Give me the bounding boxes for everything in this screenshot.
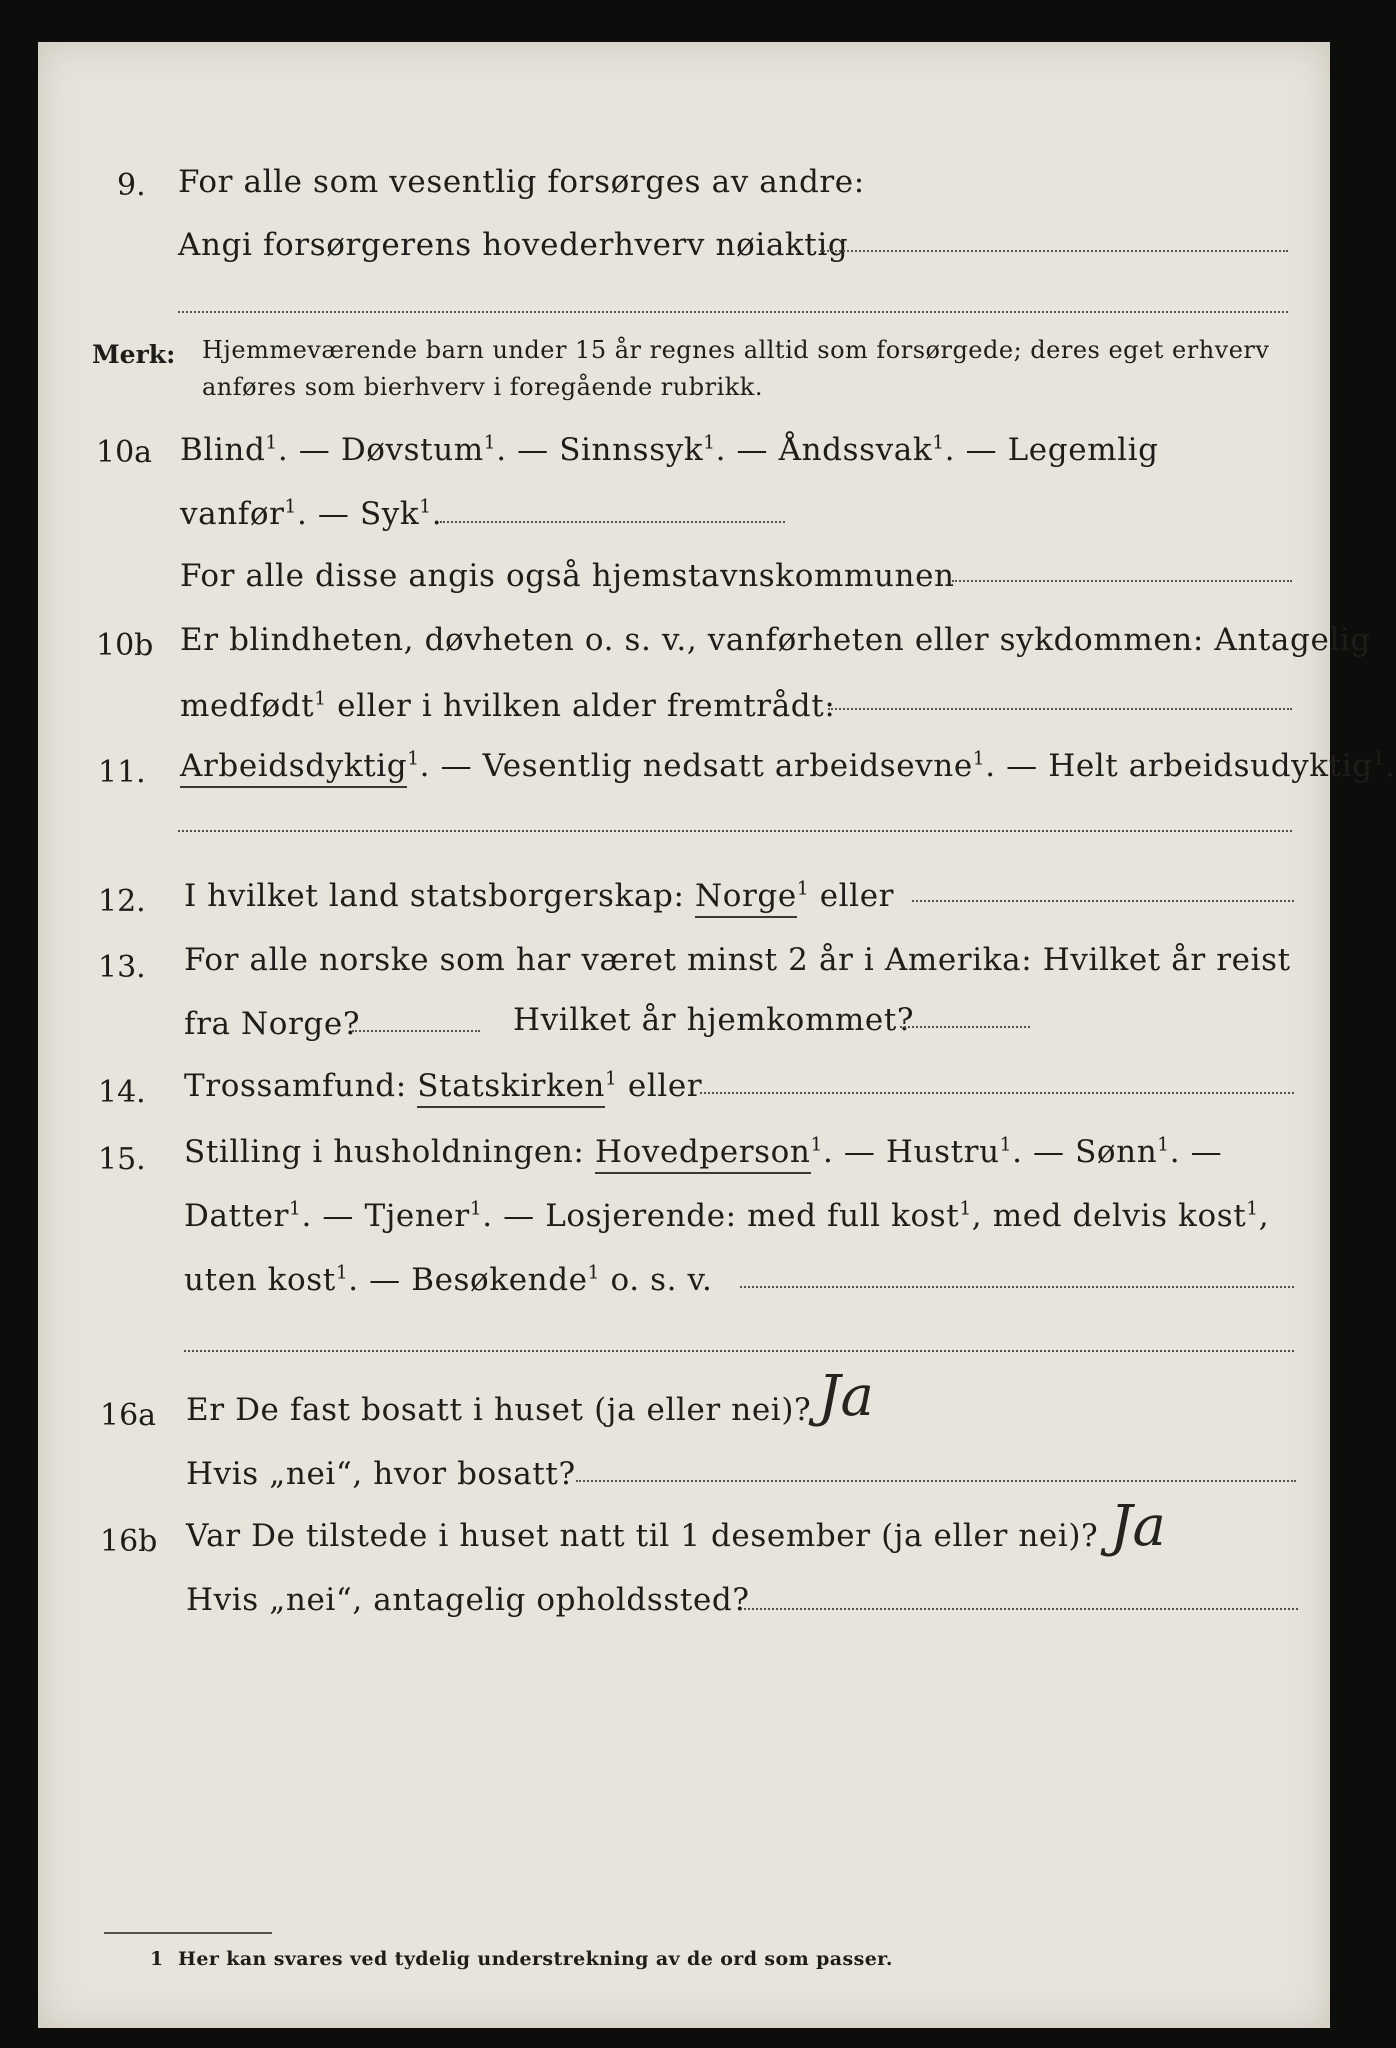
- q11-line: Arbeidsdyktig$^1$. — Vesentlig nedsatt arbeidsevne$^1$. — Helt arbeidsudyktig$^1$.: [180, 748, 1396, 784]
- q15-line2: Datter$^1$. — Tjener$^1$. — Losjerende: med full kost$^1$, med delvis kost$^1$,: [184, 1198, 1270, 1234]
- option-uten-kost[interactable]: uten kost: [184, 1262, 336, 1298]
- q10b-answer-line[interactable]: [828, 708, 1292, 710]
- option-vesentlig[interactable]: Vesentlig nedsatt arbeidsevne: [482, 748, 973, 784]
- q15-line3: uten kost$^1$. — Besøkende$^1$ o. s. v.: [184, 1262, 713, 1298]
- q12-line: I hvilket land statsborgerskap: Norge$^1$ eller: [184, 878, 894, 914]
- q14-answer-line[interactable]: [700, 1092, 1294, 1094]
- option-legemlig[interactable]: Legemlig: [1007, 432, 1159, 468]
- option-dovstum[interactable]: Døvstum: [340, 432, 484, 468]
- footnote-mark: 1: [150, 1948, 164, 1970]
- q10a-number: 10a: [96, 435, 153, 470]
- q16b-handwritten-answer: Ja: [1110, 1494, 1166, 1559]
- q11-answer-line[interactable]: [178, 830, 1292, 832]
- option-medfodt[interactable]: medfødt: [180, 688, 315, 724]
- option-datter[interactable]: Datter: [184, 1198, 290, 1234]
- option-tjener[interactable]: Tjener: [364, 1198, 470, 1234]
- q11-number: 11.: [98, 755, 146, 790]
- q12-number: 12.: [98, 884, 146, 919]
- q9-answer-line[interactable]: [820, 250, 1288, 252]
- option-full-kost[interactable]: med full kost: [747, 1198, 960, 1234]
- q10a-line1: Blind$^1$. — Døvstum$^1$. — Sinnssyk$^1$. — Åndssvak$^1$. — Legemlig: [180, 432, 1159, 468]
- option-helt[interactable]: Helt arbeidsudyktig: [1048, 748, 1373, 784]
- q16b-question: Var De tilstede i huset natt til 1 desember (ja eller nei)?: [186, 1518, 1099, 1554]
- q15-number: 15.: [98, 1142, 146, 1177]
- q16b-number: 16b: [100, 1524, 158, 1559]
- q10a-line2: vanfør$^1$. — Syk$^1$.: [180, 496, 443, 532]
- q9-number: 9.: [117, 168, 146, 203]
- q12-answer-line[interactable]: [912, 900, 1294, 902]
- option-sinnssyk[interactable]: Sinnssyk: [559, 432, 704, 468]
- q13-hjem-line[interactable]: [900, 1026, 1030, 1028]
- q13-hjemkommet: Hvilket år hjemkommet?: [513, 1002, 915, 1038]
- option-andssvak[interactable]: Åndssvak: [778, 432, 933, 468]
- option-blind[interactable]: Blind: [180, 432, 266, 468]
- option-delvis-kost[interactable]: med delvis kost: [992, 1198, 1247, 1234]
- merk-label: Merk:: [92, 340, 176, 369]
- merk-text-1: Hjemmeværende barn under 15 år regnes alltid som forsørgede; deres eget erhverv: [202, 336, 1270, 364]
- q9-question: Angi forsørgerens hovederhverv nøiaktig: [178, 227, 849, 263]
- option-arbeidsdyktig[interactable]: Arbeidsdyktig: [180, 748, 407, 788]
- q13-number: 13.: [98, 950, 146, 985]
- q15-answer-line[interactable]: [740, 1286, 1294, 1288]
- q10a-line3: For alle disse angis også hjemstavnskommunen: [180, 558, 955, 594]
- q10b-line2: medfødt$^1$ eller i hvilken alder fremtrådt:: [180, 688, 836, 724]
- q9-answer-line-2[interactable]: [178, 311, 1288, 313]
- q10b-line1: Er blindheten, døvheten o. s. v., vanførheten eller sykdommen: Antagelig: [180, 622, 1371, 658]
- q10a-kommune-line[interactable]: [952, 580, 1292, 582]
- option-syk[interactable]: Syk: [359, 496, 420, 532]
- footnote-text: Her kan svares ved tydelig understrekning av de ord som passer.: [178, 1948, 893, 1970]
- q13-fra-line[interactable]: [352, 1030, 480, 1032]
- q10a-syk-line[interactable]: [440, 521, 785, 523]
- q14-number: 14.: [98, 1075, 146, 1110]
- q15-answer-line-2[interactable]: [184, 1350, 1294, 1352]
- q9-heading: For alle som vesentlig forsørges av andre:: [178, 164, 865, 200]
- option-hustru[interactable]: Hustru: [885, 1134, 1000, 1170]
- option-hovedperson[interactable]: Hovedperson: [595, 1134, 811, 1174]
- option-sonn[interactable]: Sønn: [1075, 1134, 1158, 1170]
- option-vanfor[interactable]: vanfør: [180, 496, 285, 532]
- q15-line1: Stilling i husholdningen: Hovedperson$^1$. — Hustru$^1$. — Sønn$^1$. —: [184, 1134, 1222, 1170]
- q16b-followup: Hvis „nei“, antagelig opholdssted?: [186, 1582, 750, 1618]
- q16b-answer-line[interactable]: [744, 1608, 1298, 1610]
- option-besokende[interactable]: Besøkende: [411, 1262, 588, 1298]
- q14-line: Trossamfund: Statskirken$^1$ eller: [184, 1068, 702, 1104]
- q13-fra-norge: fra Norge?: [184, 1006, 361, 1042]
- footnote-rule: [104, 1932, 272, 1934]
- option-statskirken[interactable]: Statskirken: [417, 1068, 605, 1108]
- q13-line1: For alle norske som har været minst 2 år i Amerika: Hvilket år reist: [184, 942, 1291, 978]
- q16a-followup: Hvis „nei“, hvor bosatt?: [186, 1456, 576, 1492]
- q16a-number: 16a: [100, 1398, 157, 1433]
- q10b-number: 10b: [96, 628, 154, 663]
- q16a-question: Er De fast bosatt i huset (ja eller nei)?: [186, 1392, 812, 1428]
- q16a-handwritten-answer: Ja: [818, 1364, 874, 1429]
- q16a-answer-line[interactable]: [576, 1480, 1296, 1482]
- option-norge[interactable]: Norge: [695, 878, 797, 918]
- merk-text-2: anføres som bierhverv i foregående rubrikk.: [202, 373, 763, 401]
